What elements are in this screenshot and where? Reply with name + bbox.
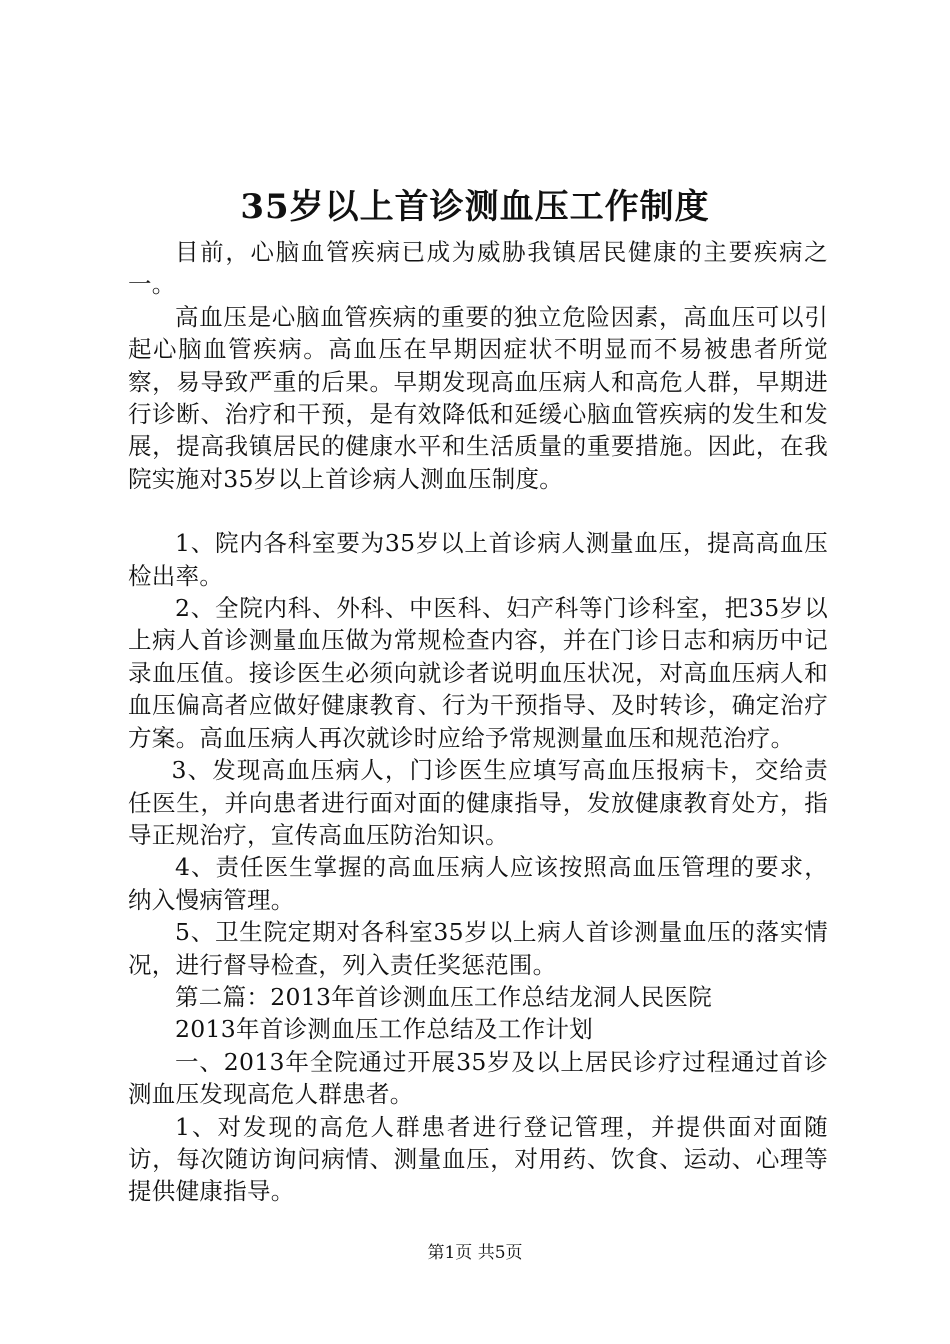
paragraph-summary-1: 一、2013年全院通过开展35岁及以上居民诊疗过程通过首诊测血压发现高危人群患者。	[128, 1047, 828, 1109]
paragraph-rule-1: 1、院内各科室要为35岁以上首诊病人测量血压，提高高血压检出率。	[128, 529, 828, 590]
paragraph-background: 高血压是心脑血管疾病的重要的独立危险因素，高血压可以引起心脑血管疾病。高血压在早期因症状不明显而不易被患者所觉察，易导致严重的后果。早期发现高血压病人和高危人群，早期进行诊断、治疗和干预，是有效降低和延缓心脑血管疾病的发生和发展，提高我镇居民的健康水平和生活质量的重要措施。因此，在我院实施对35岁以上首诊病人测血压制度。	[128, 302, 828, 493]
page-number-footer: 第1页 共5页	[427, 1243, 523, 1263]
document-title: 35岁以上首诊测血压工作制度	[240, 187, 710, 227]
paragraph-summary-title: 2013年首诊测血压工作总结及工作计划	[175, 1015, 594, 1044]
paragraph-rule-5: 5、卫生院定期对各科室35岁以上病人首诊测量血压的落实情况，进行督导检查，列入责任奖惩范围。	[128, 918, 828, 979]
paragraph-summary-1-1: 1、对发现的高危人群患者进行登记管理，并提供面对面随访，每次随访询问病情、测量血压，对用药、饮食、运动、心理等提供健康指导。	[128, 1112, 828, 1206]
document-body	[128, 236, 828, 1208]
paragraph-rule-3: 3、发现高血压病人，门诊医生应填写高血压报病卡，交给责任医生，并向患者进行面对面的健康指导，发放健康教育处方，指导正规治疗，宣传高血压防治知识。	[128, 756, 828, 849]
paragraph-rule-2: 2、全院内科、外科、中医科、妇产科等门诊科室，把35岁以上病人首诊测量血压做为常规检查内容，并在门诊日志和病历中记录血压值。接诊医生必须向就诊者说明血压状况，对高血压病人和血压偏高者应做好健康教育、行为干预指导、及时转诊，确定治疗方案。高血压病人再次就诊时应给予常规测量血压和规范治疗。	[128, 594, 828, 752]
paragraph-spacer	[128, 495, 828, 527]
paragraph-section-two-heading: 第二篇：2013年首诊测血压工作总结龙洞人民医院	[175, 982, 713, 1011]
paragraph-intro: 目前，心脑血管疾病已成为威胁我镇居民健康的主要疾病之一。	[128, 238, 828, 299]
paragraph-rule-4: 4、责任医生掌握的高血压病人应该按照高血压管理的要求，纳入慢病管理。	[128, 853, 828, 914]
